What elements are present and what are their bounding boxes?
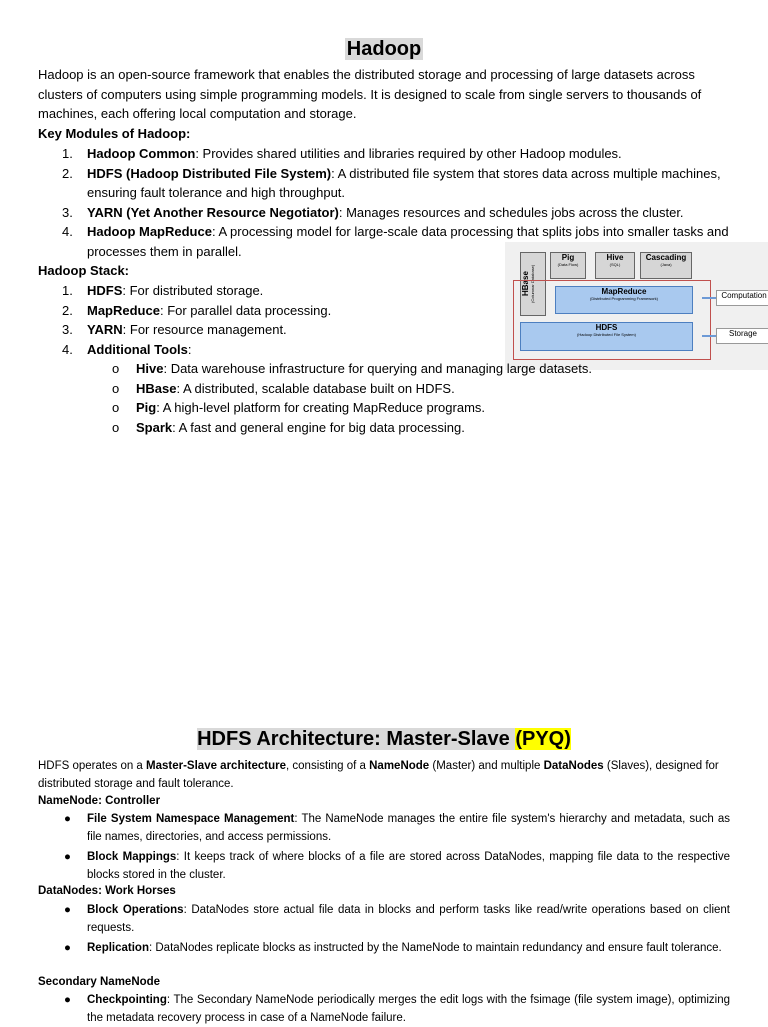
storage-label: Storage — [716, 328, 768, 344]
list-item: o Spark: A fast and general engine for big data processing. — [112, 419, 465, 435]
hdfs-intro: HDFS operates on a Master-Slave architecture, consisting of a NameNode (Master) and multiple DataNodes (Slaves), designed for distributed storage and fault tolerance. — [38, 760, 719, 790]
pyq-tag: (PYQ) — [515, 728, 571, 750]
list-item: o Hive: Data warehouse infrastructure for querying and managing large datasets. — [112, 361, 592, 376]
list-item: o HBase: A distributed, scalable database built on HDFS. — [112, 380, 455, 396]
cascading-box: Cascading (Java) — [640, 252, 692, 279]
list-item: 1. HDFS: For distributed storage. — [62, 283, 264, 298]
tools-list — [110, 359, 730, 437]
hadoop-stack-diagram — [505, 242, 768, 370]
list-item: 1. Hadoop Common: Provides shared utilities and libraries required by other Hadoop modules. — [62, 146, 622, 161]
pig-box: Pig (Data Flow) — [550, 252, 586, 279]
list-item: ● Replication: DataNodes replicate blocks as instructed by the NameNode to maintain redundancy and ensure fault tolerance. — [64, 942, 722, 954]
secondary-heading: Secondary NameNode — [38, 976, 161, 988]
datanode-heading: DataNodes: Work Horses — [38, 885, 176, 897]
computation-label: Computation — [716, 290, 768, 306]
storage-arrow — [702, 335, 716, 337]
list-item: o Pig: A high-level platform for creating MapReduce programs. — [112, 400, 486, 415]
stack-heading: Hadoop Stack: — [38, 263, 130, 278]
list-item: 3. YARN (Yet Another Resource Negotiator): Manages resources and schedules jobs across the cluster. — [62, 204, 684, 220]
namenode-list — [62, 810, 730, 884]
datanode-list — [62, 901, 730, 957]
list-item: ● File System Namespace Management: The NameNode manages the entire file system's hierarchy and metadata, such as file names, directories, and access permissions. — [64, 813, 730, 843]
hbase-box: HBase (Columnar Database) — [520, 252, 546, 316]
section-title: HDFS Architecture: Master-Slave (PYQ) — [197, 728, 571, 750]
list-item: 4. Hadoop MapReduce: A processing model for large-scale data processing that splits jobs into smaller tasks and processes them in parallel. — [62, 224, 729, 259]
list-item: 3. YARN: For resource management. — [62, 322, 287, 337]
list-item: 2. MapReduce: For parallel data processing. — [62, 302, 332, 318]
key-modules-heading: Key Modules of Hadoop: — [38, 126, 191, 141]
stack-list — [62, 281, 502, 359]
secondary-list — [62, 991, 730, 1027]
list-item: ● Checkpointing: The Secondary NameNode periodically merges the edit logs with the fsimage (file system image), optimizing the metadata recovery process in case of a NameNode failure. — [64, 994, 730, 1024]
hadoop-intro: Hadoop is an open-source framework that enables the distributed storage and processing of large datasets across clusters of computers using simple programming models. It is designed to scale from single servers to thousands of machines, each offering local computation and storage. — [38, 67, 702, 121]
list-item: 4. Additional Tools: — [62, 341, 192, 357]
computation-arrow — [702, 297, 716, 299]
list-item: 2. HDFS (Hadoop Distributed File System): A distributed file system that stores data across multiple machines, ensuring fault tolerance and high throughput. — [62, 165, 721, 200]
hdfs-box: HDFS (Hadoop Distributed File System) — [520, 322, 693, 351]
hive-box: Hive (SQL) — [595, 252, 635, 279]
page-title: Hadoop — [346, 38, 422, 60]
mapreduce-box: MapReduce (Distributed Programming Framework) — [555, 286, 693, 314]
namenode-heading: NameNode: Controller — [38, 795, 161, 807]
list-item: ● Block Operations: DataNodes store actual file data in blocks and perform tasks like read/write operations based on client requests. — [64, 904, 731, 934]
list-item: ● Block Mappings: It keeps track of where blocks of a file are stored across DataNodes, mapping file data to the respective blocks stored in the cluster. — [64, 851, 730, 881]
